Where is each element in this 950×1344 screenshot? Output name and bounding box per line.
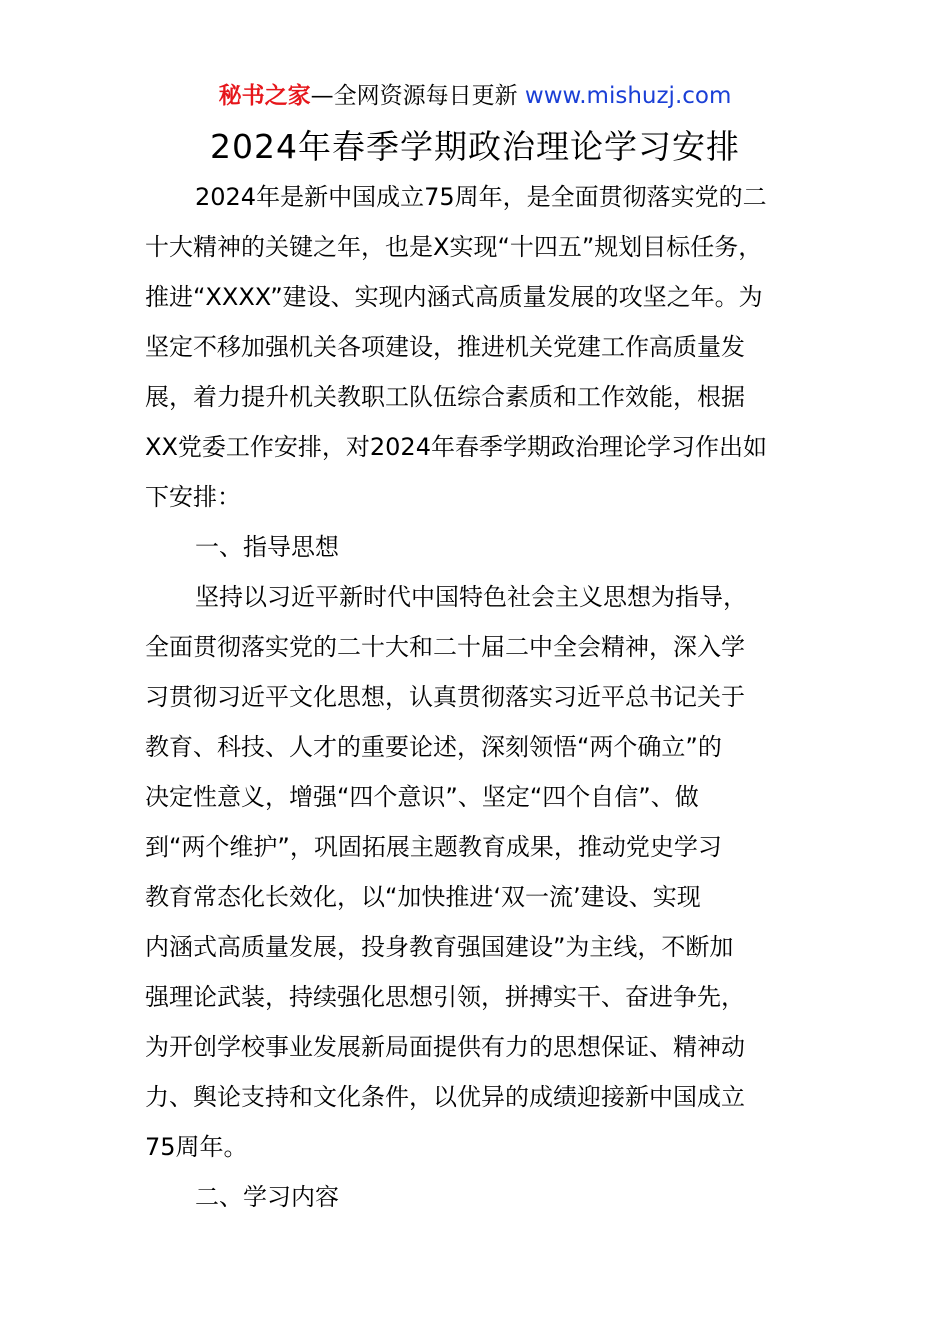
section1-line: 全面贯彻落实党的二十大和二十届二中全会精神，深入学 (145, 633, 745, 661)
intro-line: XX党委工作安排，对2024年春季学期政治理论学习作出如 (145, 433, 767, 461)
brand-name: 秘书之家 (218, 83, 311, 109)
section1-line: 决定性意义，增强“四个意识”、坚定“四个自信”、做 (145, 783, 699, 811)
intro-line: 十大精神的关键之年，也是X实现“十四五”规划目标任务， (145, 233, 763, 261)
section1-line: 内涵式高质量发展，投身教育强国建设”为主线，不断加 (145, 933, 734, 961)
section1-line: 习贯彻习近平文化思想，认真贯彻落实习近平总书记关于 (145, 683, 745, 711)
section1-line: 教育常态化长效化，以“加快推进‘双一流’建设、实现 (145, 883, 701, 911)
section1-line: 力、舆论支持和文化条件，以优异的成绩迎接新中国成立 (145, 1083, 745, 1111)
intro-line: 坚定不移加强机关各项建设，推进机关党建工作高质量发 (145, 333, 745, 361)
document-title: 2024年春季学期政治理论学习安排 (210, 127, 740, 166)
section1-line: 教育、科技、人才的重要论述，深刻领悟“两个确立”的 (145, 733, 722, 761)
intro-line: 下安排： (145, 483, 241, 511)
intro-line: 推进“XXXX”建设、实现内涵式高质量发展的攻坚之年。为 (145, 283, 763, 311)
intro-line: 展，着力提升机关教职工队伍综合素质和工作效能，根据 (145, 383, 745, 411)
section-heading-guiding-thought: 一、指导思想 (195, 533, 339, 561)
intro-line: 2024年是新中国成立75周年，是全面贯彻落实党的二 (195, 183, 767, 211)
section1-line: 75周年。 (145, 1133, 248, 1161)
section1-line: 强理论武装，持续强化思想引领，拼搏实干、奋进争先， (145, 983, 745, 1011)
section-heading-study-content: 二、学习内容 (195, 1183, 339, 1211)
banner-slogan: —全网资源每日更新 (310, 83, 518, 109)
document-body (145, 172, 825, 1222)
site-banner (0, 80, 950, 112)
site-url-link[interactable]: www.mishuzj.com (524, 83, 732, 109)
section1-line: 到“两个维护”，巩固拓展主题教育成果，推动党史学习 (145, 833, 722, 861)
section1-line: 坚持以习近平新时代中国特色社会主义思想为指导， (195, 583, 747, 611)
section1-line: 为开创学校事业发展新局面提供有力的思想保证、精神动 (145, 1033, 745, 1061)
